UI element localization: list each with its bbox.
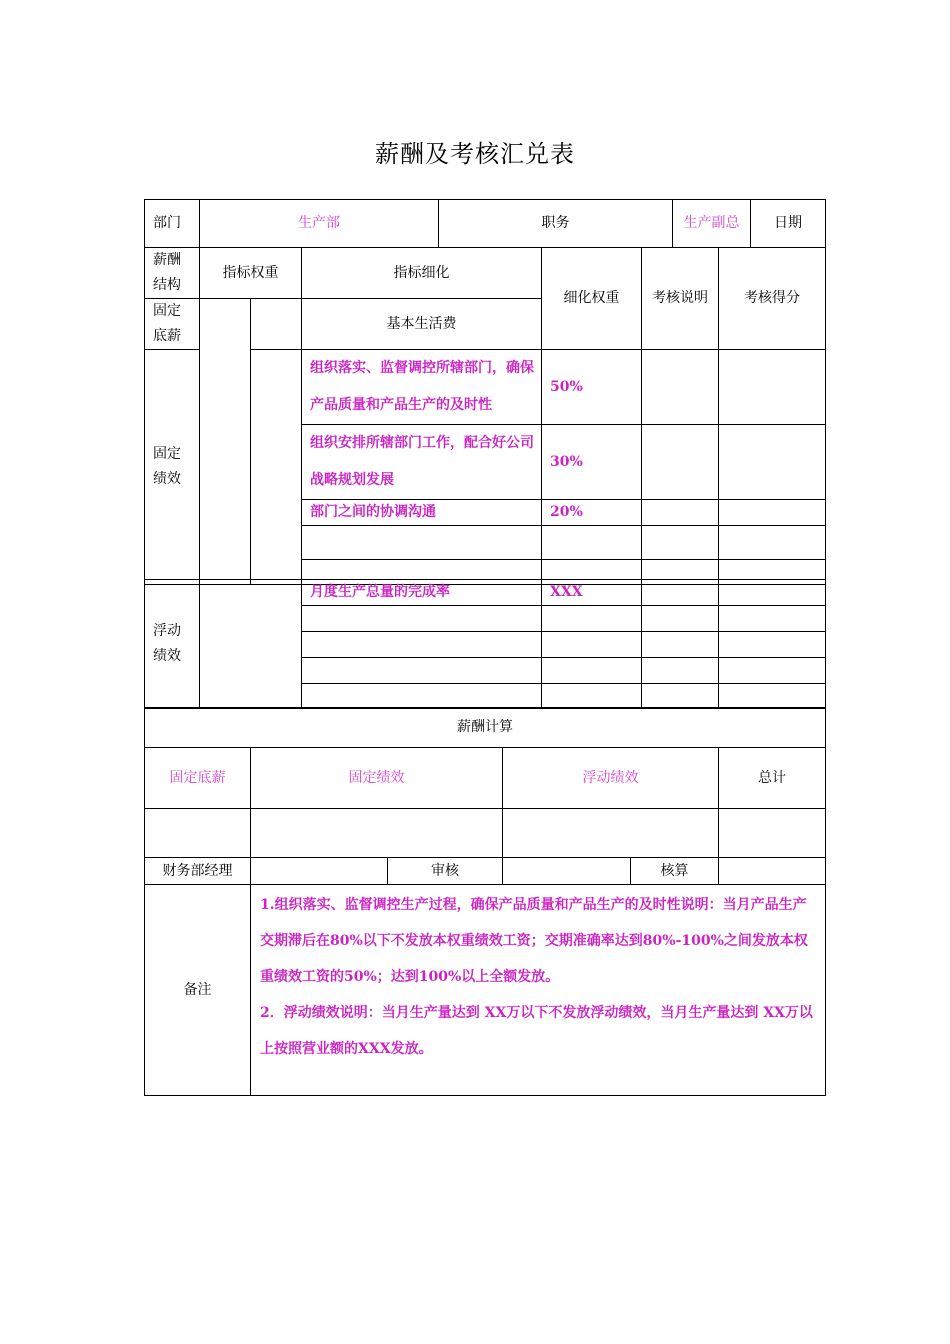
float-perf-detail-4[interactable] bbox=[302, 658, 542, 684]
float-perf-score-4[interactable] bbox=[719, 658, 826, 684]
assessment-note-header: 考核说明 bbox=[642, 248, 719, 350]
float-perf-score-1[interactable] bbox=[719, 580, 826, 606]
assessment-score-header: 考核得分 bbox=[719, 248, 826, 350]
float-perf-detail-3[interactable] bbox=[302, 632, 542, 658]
fixed-perf-note-1[interactable] bbox=[642, 350, 719, 425]
calc-fixed-perf-value[interactable] bbox=[251, 809, 503, 858]
calc-fixed-perf-header: 固定绩效 bbox=[251, 748, 503, 809]
review-sign[interactable] bbox=[503, 858, 631, 885]
fixed-base-label: 固定底薪 bbox=[145, 299, 200, 350]
finance-manager-sign[interactable] bbox=[251, 858, 388, 885]
fixed-perf-weight-3: 20% bbox=[542, 500, 642, 526]
float-perf-note-2[interactable] bbox=[642, 606, 719, 632]
calc-total-header: 总计 bbox=[719, 748, 826, 809]
float-perf-weight-4[interactable] bbox=[542, 658, 642, 684]
fixed-perf-detail-2: 组织安排所辖部门工作，配合好公司战略规划发展 bbox=[302, 425, 542, 500]
fixed-perf-weight-4[interactable] bbox=[542, 526, 642, 560]
fixed-perf-score-4[interactable] bbox=[719, 526, 826, 560]
remarks-line-1: 1.组织落实、监督调控生产过程，确保产品质量和产品生产的及时性说明：当月产品生产交期滞后在80%以下不发放本权重绩效工资；交期准确率达到80%-100%之间发放本权重绩效工资的50%；达到100%以上全额发放。 bbox=[260, 897, 808, 985]
fixed-perf-score-3[interactable] bbox=[719, 500, 826, 526]
float-perf-score-5[interactable] bbox=[719, 684, 826, 709]
salary-calc-title: 薪酬计算 bbox=[145, 708, 826, 748]
fixed-base-item: 基本生活费 bbox=[302, 299, 542, 350]
review-label: 审核 bbox=[388, 858, 503, 885]
salary-structure-label: 薪酬结构 bbox=[145, 248, 200, 299]
dept-label: 部门 bbox=[145, 200, 200, 248]
dept-value[interactable]: 生产部 bbox=[200, 200, 439, 248]
float-perf-weight-cell[interactable] bbox=[200, 580, 302, 709]
fixed-perf-score-1[interactable] bbox=[719, 350, 826, 425]
remarks-line-2: 2．浮动绩效说明：当月生产量达到 XX万以下不发放浮动绩效，当月生产量达到 XX万以上按照营业额的XXX发放。 bbox=[260, 1005, 813, 1057]
remarks-label: 备注 bbox=[145, 885, 251, 1096]
float-perf-weight-5[interactable] bbox=[542, 684, 642, 709]
remarks-content bbox=[251, 885, 826, 1096]
float-perf-weight-1: XXX bbox=[542, 580, 642, 606]
float-perf-note-4[interactable] bbox=[642, 658, 719, 684]
salary-calc-table bbox=[144, 707, 826, 1096]
fixed-perf-note-3[interactable] bbox=[642, 500, 719, 526]
fixed-perf-weight-cell[interactable] bbox=[251, 350, 302, 585]
calc-float-perf-header: 浮动绩效 bbox=[503, 748, 719, 809]
assessment-body-table bbox=[144, 247, 826, 585]
float-perf-note-3[interactable] bbox=[642, 632, 719, 658]
date-label: 日期 bbox=[751, 200, 826, 248]
detail-weight-header: 细化权重 bbox=[542, 248, 642, 350]
fixed-perf-weight-1: 50% bbox=[542, 350, 642, 425]
finance-manager-label: 财务部经理 bbox=[145, 858, 251, 885]
accounting-label: 核算 bbox=[631, 858, 719, 885]
position-label: 职务 bbox=[439, 200, 673, 248]
accounting-sign[interactable] bbox=[719, 858, 826, 885]
fixed-perf-detail-4[interactable] bbox=[302, 526, 542, 560]
fixed-perf-detail-1: 组织落实、监督调控所辖部门，确保产品质量和产品生产的及时性 bbox=[302, 350, 542, 425]
fixed-weight-cell[interactable] bbox=[200, 299, 251, 585]
calc-fixed-base-value[interactable] bbox=[145, 809, 251, 858]
calc-float-perf-value[interactable] bbox=[503, 809, 719, 858]
fixed-perf-note-2[interactable] bbox=[642, 425, 719, 500]
salary-assessment-table bbox=[144, 199, 826, 248]
fixed-perf-detail-3: 部门之间的协调沟通 bbox=[302, 500, 542, 526]
index-detail-header: 指标细化 bbox=[302, 248, 542, 299]
fixed-perf-score-2[interactable] bbox=[719, 425, 826, 500]
float-perf-detail-1: 月度生产总量的完成率 bbox=[302, 580, 542, 606]
fixed-base-weight-cell[interactable] bbox=[251, 299, 302, 350]
fixed-perf-note-4[interactable] bbox=[642, 526, 719, 560]
float-perf-table bbox=[144, 579, 826, 709]
float-perf-weight-3[interactable] bbox=[542, 632, 642, 658]
float-perf-note-5[interactable] bbox=[642, 684, 719, 709]
index-weight-header: 指标权重 bbox=[200, 248, 302, 299]
fixed-perf-weight-2: 30% bbox=[542, 425, 642, 500]
float-perf-score-2[interactable] bbox=[719, 606, 826, 632]
calc-total-value[interactable] bbox=[719, 809, 826, 858]
float-perf-detail-2[interactable] bbox=[302, 606, 542, 632]
page-title: 薪酬及考核汇兑表 bbox=[375, 140, 575, 168]
float-perf-detail-5[interactable] bbox=[302, 684, 542, 709]
calc-fixed-base-header: 固定底薪 bbox=[145, 748, 251, 809]
float-perf-label: 浮动绩效 bbox=[145, 580, 200, 709]
float-perf-note-1[interactable] bbox=[642, 580, 719, 606]
position-value[interactable]: 生产副总 bbox=[673, 200, 751, 248]
fixed-perf-label: 固定绩效 bbox=[145, 350, 200, 585]
float-perf-score-3[interactable] bbox=[719, 632, 826, 658]
float-perf-weight-2[interactable] bbox=[542, 606, 642, 632]
